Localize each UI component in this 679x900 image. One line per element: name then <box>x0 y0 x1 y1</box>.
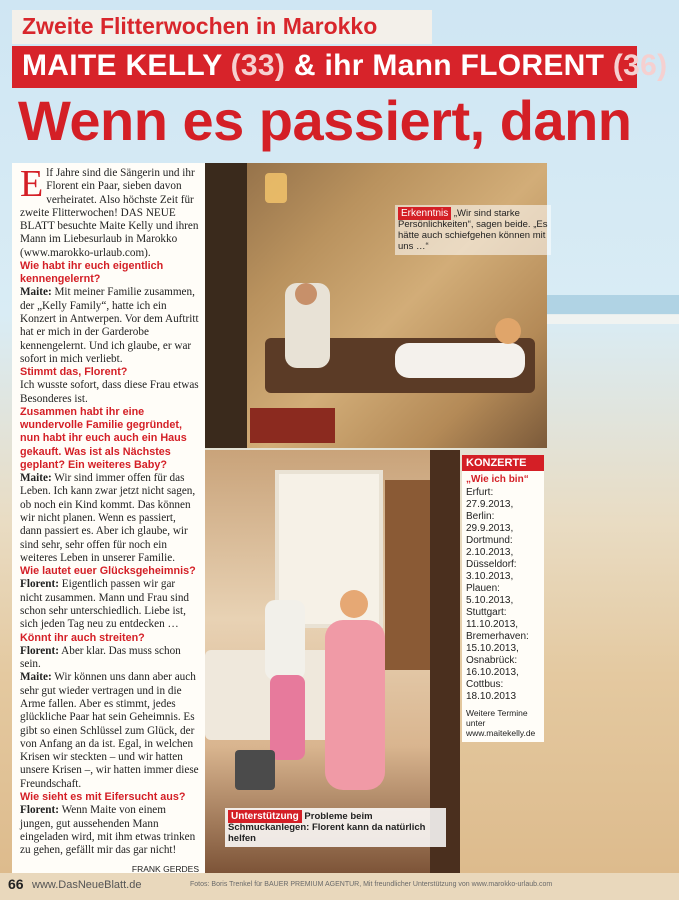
concert-date: 27.9.2013, <box>466 499 514 510</box>
interview-answer <box>20 578 199 631</box>
byline: FRANK GERDES <box>131 864 199 873</box>
interview-answer <box>20 286 199 366</box>
concerts-list <box>462 487 544 706</box>
answer-speaker: Florent: <box>20 644 59 657</box>
kicker-box <box>12 10 432 44</box>
interview-answer <box>20 472 199 565</box>
footer-site: www.DasNeueBlatt.de <box>32 879 142 891</box>
photo1-cabinet <box>205 163 247 448</box>
title-age1: (33) <box>230 49 286 82</box>
photo1-woman-head <box>495 318 521 344</box>
interview-answer <box>20 804 199 857</box>
concert-city: Osnabrück: <box>466 655 518 666</box>
answer-speaker: Florent: <box>20 578 59 591</box>
kicker-text: Zweite Flitterwochen in Marokko <box>22 13 378 39</box>
photo2-man-pants <box>270 675 305 760</box>
concert-city: Bremerhaven: <box>466 631 529 642</box>
headline: Wenn es passiert, dann <box>18 89 632 152</box>
interview-question: Stimmt das, Florent? <box>20 366 128 379</box>
interview-question: Könnt ihr auch streiten? <box>20 631 145 644</box>
answer-speaker: Maite: <box>20 671 52 684</box>
photo2-woman-dress <box>325 620 385 790</box>
concert-date: 16.10.2013, <box>466 667 519 678</box>
interview-question: Wie habt ihr euch eigentlich kennengelernt? <box>20 260 164 286</box>
answer-text: Wir können uns dann aber auch sehr gut wieder vertragen und in die Arme fallen. Aber es stimmt, jedes glückliche Paar hat sein Geheimnis. Es gibt so einen Schlüssel zum Glück, der von Anfang an da ist. Egal, in welchen Krisen wir steckten – und wir hatten unsere Krisen –, wir hatten immer diese Freundschaft. <box>20 671 199 790</box>
title-name1: MAITE KELLY <box>22 49 222 82</box>
interview-answer <box>20 379 199 406</box>
concert-city: Berlin: <box>466 511 495 522</box>
interview-answer <box>20 645 199 672</box>
concert-city: Stuttgart: <box>466 607 507 618</box>
title-age2: (36) <box>612 49 668 82</box>
article-intro <box>20 163 199 260</box>
caption1-text: „Wir sind starke Persönlichkeiten“, sagen beide. „Es hätte auch schiefgehen können mit uns …“ <box>398 208 548 252</box>
concert-date: 5.10.2013, <box>466 595 514 606</box>
interview-question: Wie sieht es mit Eifersucht aus? <box>20 791 186 804</box>
background-sea <box>547 295 679 315</box>
drop-cap: E <box>20 163 44 205</box>
caption1-label: Erkenntnis <box>398 207 451 220</box>
photo-credit: Fotos: Boris Trenkel für BAUER PREMIUM AGENTUR, Mit freundlicher Unterstützung von www.marokko-urlaub.com <box>190 881 553 888</box>
concert-city: Dortmund: <box>466 535 513 546</box>
answer-text: Wenn Maite von einem jungen, gut aussehenden Mann eingeladen wird, mit ihm etwas trinken zu gehen, gefällt mir das gar nicht! <box>20 804 196 857</box>
concerts-more: Weitere Termine unter www.maitekelly.de <box>466 708 536 738</box>
title-connector: & ihr Mann <box>293 49 452 82</box>
concert-city: Cottbus: <box>466 679 504 690</box>
caption2-label: Unterstützung <box>228 810 302 823</box>
photo2-woman-head <box>340 590 368 618</box>
title-line <box>22 49 667 83</box>
article-column <box>12 163 205 873</box>
answer-speaker: Maite: <box>20 472 52 485</box>
photo1-woman-dress <box>395 343 525 378</box>
concert-date: 18.10.2013 <box>466 691 517 702</box>
background-wave <box>547 314 679 324</box>
title-bar <box>12 46 668 88</box>
page-number: 66 <box>8 876 24 892</box>
concert-date: 15.10.2013, <box>466 643 519 654</box>
answer-text: Aber klar. Das muss schon sein. <box>20 644 181 671</box>
photo1-chess-table <box>250 408 335 443</box>
answer-text: Ich wusste sofort, dass diese Frau etwas Besonderes ist. <box>20 379 199 405</box>
photo2-man-shirt <box>265 600 305 680</box>
intro-text: lf Jahre sind die Sängerin und ihr Florent ein Paar, sieben davon verheiratet. Also höchste Zeit für zweite Flitterwochen! DAS NEUE BLATT besuchte Maite Kelly und ihren Mann im Liebesurlaub in Marokko (www.marokko-urlaub.com). <box>20 167 199 259</box>
caption2-text: Probleme beim Schmuckanlegen: Florent kann da natürlich helfen <box>228 811 426 844</box>
concert-city: Düsseldorf: <box>466 559 517 570</box>
concert-date: 2.10.2013, <box>466 547 514 558</box>
caption-photo2 <box>225 808 446 847</box>
photo2-suitcase <box>235 750 275 790</box>
answer-text: Mit meiner Familie zusammen, der „Kelly Family“, hatte ich ein Konzert in Antwerpen. Vor dem Auftritt hat er mich in der Garderobe kennengelernt. Und ich glaube, er war sofort in mich verliebt. <box>20 286 199 365</box>
article-body <box>12 163 205 873</box>
concert-city: Plauen: <box>466 583 500 594</box>
title-name2: FLORENT <box>460 49 605 82</box>
photo1-man-head <box>295 283 317 305</box>
answer-text: Wir sind immer offen für das Leben. Ich kann zwar jetzt nicht sagen, ob noch ein Kind kommt. Das können wir nicht planen. Wenn es passiert, dann passiert es. Aber ich glaube, wir sind sehr, sehr offen für noch ein weiteres Leben in unserer Familie. <box>20 472 196 564</box>
photo1-lamp <box>265 173 287 203</box>
concerts-header: KONZERTE <box>462 455 544 471</box>
concert-date: 11.10.2013, <box>466 619 519 630</box>
caption-photo1 <box>395 205 551 255</box>
interview-question: Wie lautet euer Glücksgeheimnis? <box>20 565 196 578</box>
answer-speaker: Maite: <box>20 286 52 299</box>
answer-text: Eigentlich passen wir gar nicht zusammen. Mann und Frau sind schon sehr unterschiedlich. Liebe ist, sich jeden Tag neu zu entdecken … <box>20 578 190 631</box>
answer-speaker: Florent: <box>20 804 59 817</box>
interview-answer <box>20 671 199 791</box>
concerts-subtitle: „Wie ich bin“ <box>466 474 529 485</box>
concert-date: 29.9.2013, <box>466 523 514 534</box>
photo2-shutter <box>385 480 430 670</box>
concerts-box <box>462 455 544 742</box>
interview-question: Zusammen habt ihr eine wundervolle Familie gegründet, nun habt ihr euch auch ein Haus gekauft. Was ist als Nächstes geplant? Ein weiteres Baby? <box>20 406 187 471</box>
concert-city: Erfurt: <box>466 487 494 498</box>
concert-date: 3.10.2013, <box>466 571 514 582</box>
